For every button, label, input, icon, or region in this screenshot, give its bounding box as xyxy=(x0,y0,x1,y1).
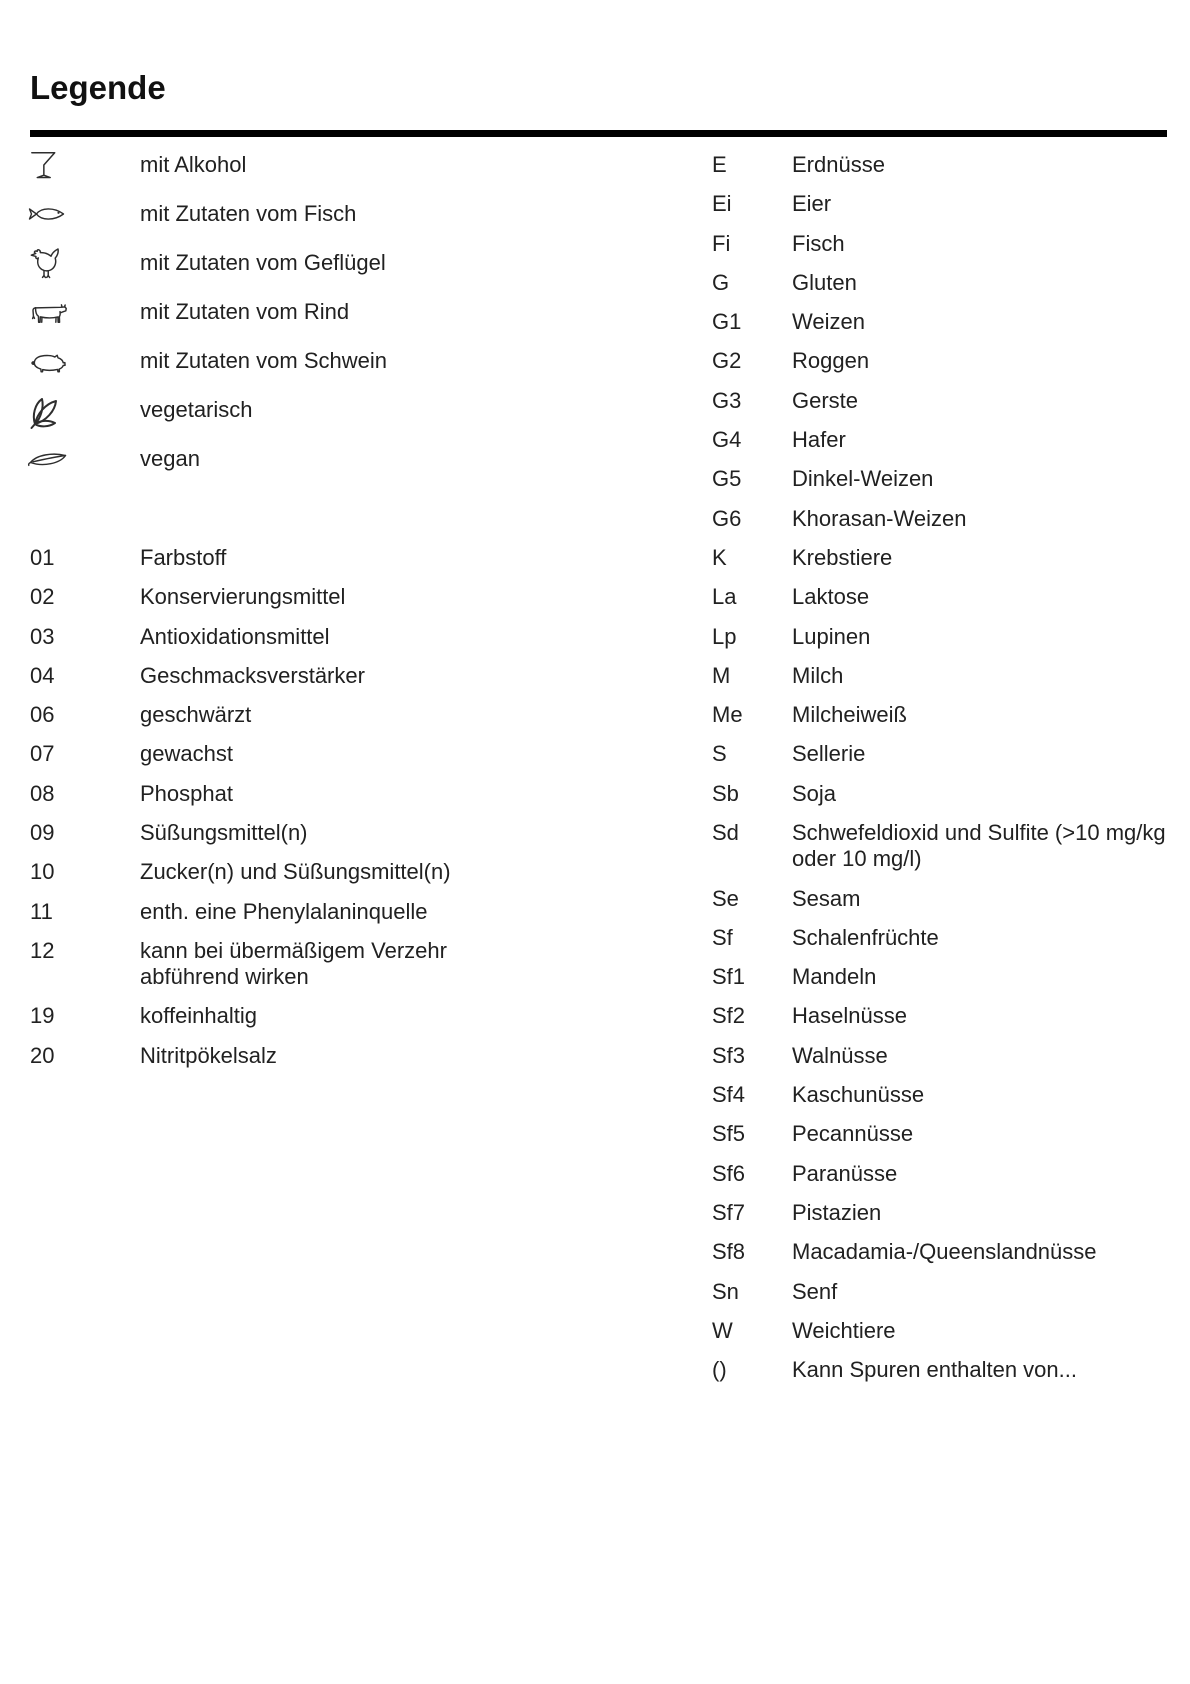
additive-row xyxy=(30,584,500,610)
additive-row xyxy=(30,820,500,846)
additive-row xyxy=(30,859,500,885)
legend-code: Sf6 xyxy=(712,1160,746,1186)
icon-legend-row xyxy=(26,434,646,483)
legend-code: Sf5 xyxy=(712,1121,746,1147)
legend-code: Sf7 xyxy=(712,1199,746,1225)
legend-code: Lp xyxy=(712,623,737,649)
allergen-row xyxy=(712,1161,1167,1187)
legend-label: Pecannüsse xyxy=(792,1121,914,1147)
allergen-row xyxy=(712,231,1167,257)
legend-code: G4 xyxy=(712,427,742,453)
additives-list xyxy=(30,545,500,1082)
icon-legend-row xyxy=(26,140,646,189)
legend-label: Pistazien xyxy=(792,1199,882,1225)
icon-cell xyxy=(26,146,140,184)
legend-label: Sesam xyxy=(792,885,861,911)
legend-label: Zucker(n) und Süßungsmittel(n) xyxy=(140,859,451,885)
legend-code: Me xyxy=(712,702,743,728)
legend-code: Ei xyxy=(712,191,732,217)
chicken-icon xyxy=(26,245,62,281)
fish-icon xyxy=(26,202,70,226)
allergen-row xyxy=(712,348,1167,374)
icon-legend-row xyxy=(26,238,646,287)
legend-label: Phosphat xyxy=(140,780,233,806)
legend-code: Sd xyxy=(712,820,739,846)
additive-row xyxy=(30,781,500,807)
legend-label: Mandeln xyxy=(792,964,877,990)
vegetarian-icon xyxy=(26,390,60,430)
allergen-row xyxy=(712,466,1167,492)
legend-label: Soja xyxy=(792,780,837,806)
additive-row xyxy=(30,702,500,728)
additive-row xyxy=(30,741,500,767)
icon-cell xyxy=(26,449,140,469)
additive-row xyxy=(30,899,500,925)
legend-code: Sf4 xyxy=(712,1082,746,1108)
allergen-row xyxy=(712,506,1167,532)
allergen-row xyxy=(712,886,1167,912)
additive-row xyxy=(30,938,500,990)
allergen-row xyxy=(712,1003,1167,1029)
allergen-row xyxy=(712,427,1167,453)
allergen-row xyxy=(712,388,1167,414)
icon-cell xyxy=(26,347,140,374)
icon-cell xyxy=(26,245,140,281)
additive-row xyxy=(30,545,500,571)
title-divider xyxy=(30,130,1167,137)
icon-legend-label: mit Zutaten vom Schwein xyxy=(140,347,387,373)
allergen-row xyxy=(712,663,1167,689)
legend-label: Weizen xyxy=(792,309,865,335)
legend-label: Kann Spuren enthalten von... xyxy=(792,1357,1077,1383)
legend-code: Fi xyxy=(712,230,731,256)
legend-code: G3 xyxy=(712,387,742,413)
allergen-row xyxy=(712,1239,1167,1265)
legend-label: geschwärzt xyxy=(140,702,252,728)
legend-code: 04 xyxy=(30,662,55,688)
legend-label: Antioxidationsmittel xyxy=(140,623,330,649)
legend-code: 09 xyxy=(30,820,55,846)
legend-label: Lupinen xyxy=(792,623,871,649)
allergen-row xyxy=(712,584,1167,610)
legend-label: Senf xyxy=(792,1278,838,1304)
legend-code: Sf3 xyxy=(712,1042,746,1068)
cocktail-icon xyxy=(26,146,60,184)
legend-label: Macadamia-/Queenslandnüsse xyxy=(792,1239,1097,1265)
icon-legend-label: mit Zutaten vom Fisch xyxy=(140,200,357,226)
allergen-row xyxy=(712,624,1167,650)
legend-code: G5 xyxy=(712,466,742,492)
allergens-list xyxy=(712,152,1167,1396)
allergen-row xyxy=(712,781,1167,807)
legend-code: G6 xyxy=(712,505,742,531)
legend-code: W xyxy=(712,1317,733,1343)
vegan-icon xyxy=(26,449,70,469)
legend-label: Sellerie xyxy=(792,741,866,767)
legend-code: 12 xyxy=(30,937,55,963)
legend-label: Dinkel-Weizen xyxy=(792,466,934,492)
allergen-row xyxy=(712,820,1167,872)
icon-legend-row xyxy=(26,287,646,336)
legend-code: () xyxy=(712,1357,727,1383)
icon-cell xyxy=(26,298,140,326)
legend-label: Süßungsmittel(n) xyxy=(140,820,308,846)
allergen-row xyxy=(712,1200,1167,1226)
icon-legend-label: mit Zutaten vom Rind xyxy=(140,298,350,324)
legend-label: Milcheiweiß xyxy=(792,702,907,728)
legend-label: Krebstiere xyxy=(792,544,893,570)
legend-label: Eier xyxy=(792,191,832,217)
legend-label: Khorasan-Weizen xyxy=(792,505,967,531)
legend-label: gewachst xyxy=(140,741,233,767)
legend-code: 07 xyxy=(30,741,55,767)
icon-cell xyxy=(26,202,140,226)
legend-label: Konservierungsmittel xyxy=(140,584,346,610)
legend-label: Haselnüsse xyxy=(792,1003,907,1029)
legend-code: 11 xyxy=(30,898,53,924)
allergen-row xyxy=(712,741,1167,767)
allergen-row xyxy=(712,1318,1167,1344)
legend-code: G2 xyxy=(712,348,742,374)
legend-code: G xyxy=(712,269,730,295)
legend-label: Fisch xyxy=(792,230,845,256)
legend-code: Sf1 xyxy=(712,964,746,990)
legend-code: Sn xyxy=(712,1278,739,1304)
legend-label: Nitritpökelsalz xyxy=(140,1042,277,1068)
legend-label: enth. eine Phenylalaninquelle xyxy=(140,898,428,924)
legend-code: S xyxy=(712,741,727,767)
legend-code: M xyxy=(712,662,731,688)
legend-label: Weichtiere xyxy=(792,1317,896,1343)
icon-legend-row xyxy=(26,385,646,434)
icon-cell xyxy=(26,390,140,430)
icon-legend-row xyxy=(26,336,646,385)
legend-code: 20 xyxy=(30,1042,55,1068)
allergen-row xyxy=(712,702,1167,728)
legend-code: 06 xyxy=(30,702,55,728)
allergen-row xyxy=(712,925,1167,951)
legend-label: Erdnüsse xyxy=(792,152,885,177)
icon-legend-label: mit Zutaten vom Geflügel xyxy=(140,249,386,275)
legend-code: 19 xyxy=(30,1003,55,1029)
allergen-row xyxy=(712,1357,1167,1383)
allergen-row xyxy=(712,1121,1167,1147)
allergen-row xyxy=(712,1082,1167,1108)
legend-code: La xyxy=(712,584,737,610)
legend-code: E xyxy=(712,152,727,177)
legend-label: koffeinhaltig xyxy=(140,1003,258,1029)
legend-label: Gerste xyxy=(792,387,859,413)
allergen-row xyxy=(712,270,1167,296)
legend-label: Walnüsse xyxy=(792,1042,888,1068)
legend-label: Schalenfrüchte xyxy=(792,924,939,950)
legend-code: 02 xyxy=(30,584,55,610)
legend-label: Hafer xyxy=(792,427,846,453)
additive-row xyxy=(30,663,500,689)
allergen-row xyxy=(712,191,1167,217)
legend-code: 01 xyxy=(30,545,55,570)
legend-code: 03 xyxy=(30,623,55,649)
cow-icon xyxy=(26,298,72,326)
legend-label: Milch xyxy=(792,662,844,688)
legend-label: Farbstoff xyxy=(140,545,227,570)
legend-label: kann bei übermäßigem Verzehr abführend wirken xyxy=(140,937,447,990)
legend-code: Sf8 xyxy=(712,1239,746,1265)
allergen-row xyxy=(712,545,1167,571)
allergen-row xyxy=(712,309,1167,335)
allergen-row xyxy=(712,964,1167,990)
icon-legend-label: mit Alkohol xyxy=(140,151,247,177)
legend-code: 08 xyxy=(30,780,55,806)
additive-row xyxy=(30,1043,500,1069)
legend-code: 10 xyxy=(30,859,55,885)
page-title: Legende xyxy=(30,69,166,106)
legend-code: K xyxy=(712,544,727,570)
icon-legend-label: vegan xyxy=(140,445,200,471)
icon-legend-label: vegetarisch xyxy=(140,396,253,422)
icon-legend-row xyxy=(26,189,646,238)
legend-label: Roggen xyxy=(792,348,870,374)
legend-code: G1 xyxy=(712,309,742,335)
legend-code: Sf2 xyxy=(712,1003,746,1029)
legend-code: Sf xyxy=(712,924,733,950)
allergen-row xyxy=(712,1279,1167,1305)
allergen-row xyxy=(712,152,1167,178)
legend-label: Geschmacksverstärker xyxy=(140,662,365,688)
legend-label: Laktose xyxy=(792,584,870,610)
legend-label: Schwefeldioxid und Sulfite (>10 mg/kg oder 10 mg/l) xyxy=(792,820,1166,872)
legend-code: Se xyxy=(712,885,739,911)
legend-code: Sb xyxy=(712,780,739,806)
icon-legend xyxy=(26,140,646,483)
additive-row xyxy=(30,1003,500,1029)
pig-icon xyxy=(26,347,68,374)
legend-label: Paranüsse xyxy=(792,1160,898,1186)
additive-row xyxy=(30,624,500,650)
legend-label: Gluten xyxy=(792,269,857,295)
allergen-row xyxy=(712,1043,1167,1069)
legend-label: Kaschunüsse xyxy=(792,1082,925,1108)
